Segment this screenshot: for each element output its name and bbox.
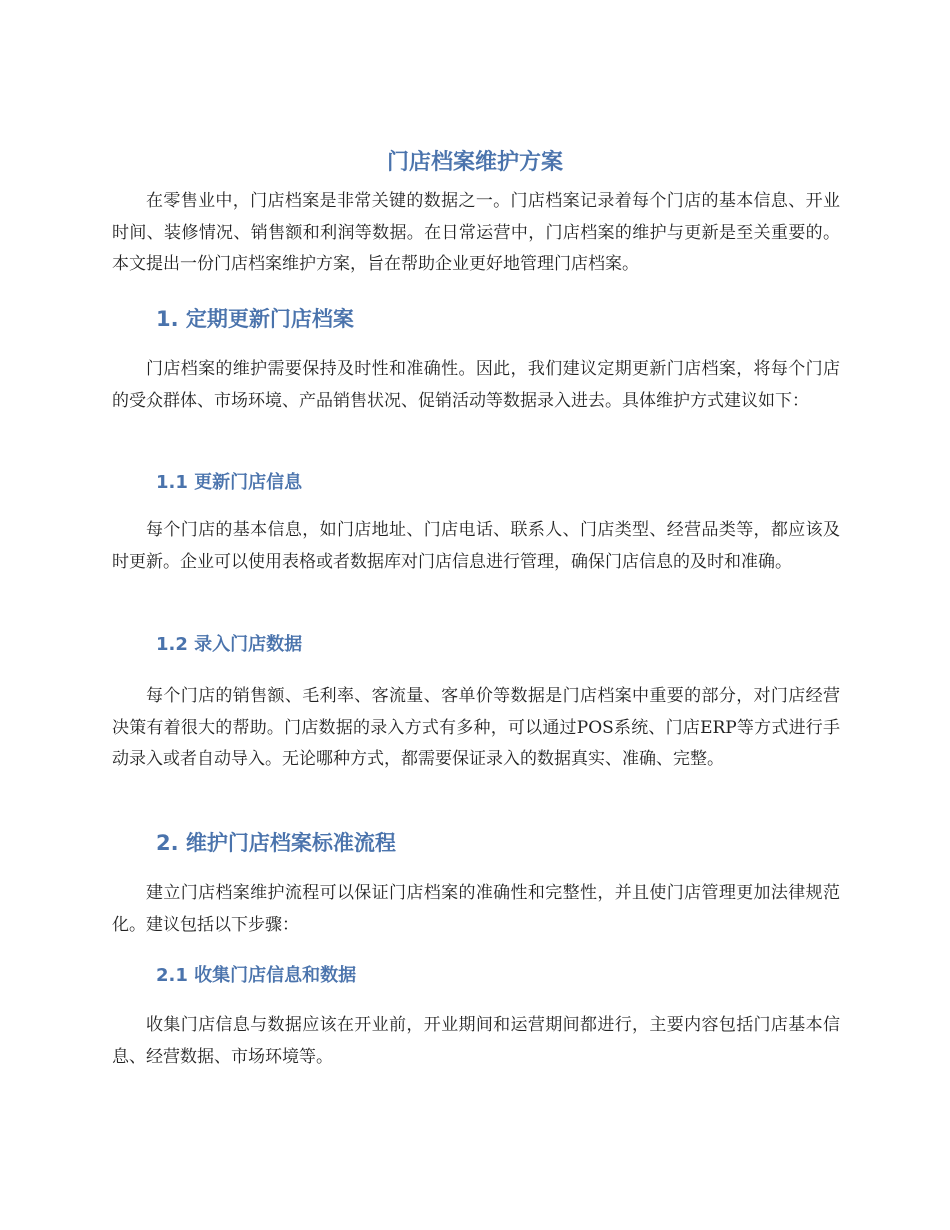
subsection-2-1-paragraph: 收集门店信息与数据应该在开业前，开业期间和运营期间都进行，主要内容包括门店基本信息、经营数据、市场环境等。	[112, 1015, 840, 1067]
section-2-paragraph: 建立门店档案维护流程可以保证门店档案的准确性和完整性，并且使门店管理更加法律规范化。建议包括以下步骤：	[112, 883, 840, 935]
subsection-heading-2-1: 2.1 收集门店信息和数据	[156, 965, 357, 986]
subsection-heading-1-2: 1.2 录入门店数据	[156, 634, 303, 655]
intro-paragraph: 在零售业中，门店档案是非常关键的数据之一。门店档案记录着每个门店的基本信息、开业时间、装修情况、销售额和利润等数据。在日常运营中，门店档案的维护与更新是至关重要的。本文提出一份门店档案维护方案，旨在帮助企业更好地管理门店档案。	[112, 191, 840, 274]
subsection-1-1-paragraph: 每个门店的基本信息，如门店地址、门店电话、联系人、门店类型、经营品类等，都应该及时更新。企业可以使用表格或者数据库对门店信息进行管理，确保门店信息的及时和准确。	[112, 520, 840, 572]
subsection-heading-1-1: 1.1 更新门店信息	[156, 472, 303, 493]
section-1-paragraph: 门店档案的维护需要保持及时性和准确性。因此，我们建议定期更新门店档案，将每个门店的受众群体、市场环境、产品销售状况、促销活动等数据录入进去。具体维护方式建议如下：	[112, 359, 840, 411]
subsection-1-2-paragraph: 每个门店的销售额、毛利率、客流量、客单价等数据是门店档案中重要的部分，对门店经营决策有着很大的帮助。门店数据的录入方式有多种，可以通过POS系统、门店ERP等方式进行手动录入或者自动导入。无论哪种方式，都需要保证录入的数据真实、准确、完整。	[112, 686, 840, 769]
section-heading-2: 2. 维护门店档案标准流程	[156, 831, 396, 855]
page-title: 门店档案维护方案	[386, 150, 563, 175]
section-heading-1: 1. 定期更新门店档案	[156, 307, 354, 331]
